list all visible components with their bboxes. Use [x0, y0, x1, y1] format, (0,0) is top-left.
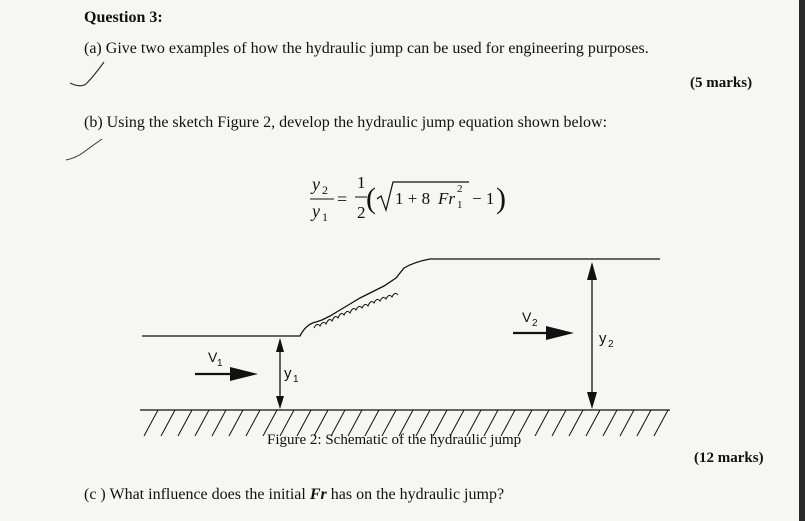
hatch-line [246, 410, 260, 436]
hatch-line [365, 410, 379, 436]
hatch-line [654, 410, 668, 436]
hatch-line [348, 410, 362, 436]
part-c-suffix: has on the hydraulic jump? [326, 486, 505, 503]
hatch-line [552, 410, 566, 436]
question-title: Question 3: [84, 9, 163, 26]
eq-y2-num: y [312, 174, 320, 194]
hatch-line [212, 410, 226, 436]
eq-half-num: 1 [357, 173, 366, 192]
eq-equals: = [337, 189, 348, 209]
eq-y1-den-sub: 1 [322, 210, 328, 224]
water-surface [142, 259, 660, 336]
hatch-line [603, 410, 617, 436]
part-c-prefix: (c ) What influence does the initial [84, 486, 310, 503]
hatch-line [535, 410, 549, 436]
hatch-line [314, 410, 328, 436]
y2-arrowhead-top [587, 262, 597, 280]
hatch-line [467, 410, 481, 436]
eq-half-den: 2 [357, 203, 366, 222]
part-a-text: (a) Give two examples of how the hydraulic jump can be used for engineering purposes. [84, 40, 649, 57]
v2-label: V [522, 309, 532, 325]
eq-close-paren: ) [496, 182, 506, 215]
y2-sub: 2 [608, 339, 614, 350]
part-a-marks: (5 marks) [690, 75, 753, 91]
eq-fr-sup: 2 [457, 183, 463, 195]
bed-hatching [144, 410, 668, 436]
eq-minus-one: − 1 [472, 189, 495, 208]
v2-sub: 2 [532, 318, 538, 329]
tick-mark-a [70, 62, 104, 86]
hatch-line [620, 410, 634, 436]
v2-arrowhead [546, 326, 574, 340]
eq-open-paren: ( [366, 182, 376, 215]
part-b-text: (b) Using the sketch Figure 2, develop the hydraulic jump equation shown below: [84, 114, 608, 131]
hatch-line [501, 410, 515, 436]
hatch-line [484, 410, 498, 436]
part-c-fr: Fr [309, 486, 327, 503]
hatch-line [450, 410, 464, 436]
hatch-line [229, 410, 243, 436]
jump-roller [314, 293, 398, 328]
hatch-line [195, 410, 209, 436]
y2-label: y [599, 330, 607, 347]
y1-sub: 1 [293, 374, 299, 385]
hydraulic-jump-schematic [140, 259, 670, 436]
eq-radical-text: 1 + 8 [395, 189, 431, 208]
hatch-line [263, 410, 277, 436]
v1-sub: 1 [217, 358, 223, 369]
hatch-line [144, 410, 158, 436]
hatch-line [518, 410, 532, 436]
hatch-line [637, 410, 651, 436]
hatch-line [331, 410, 345, 436]
y1-arrowhead-top [276, 338, 284, 352]
figure-caption: Figure 2: Schematic of the hydraulic jump [267, 432, 522, 448]
hatch-line [586, 410, 600, 436]
hatch-line [161, 410, 175, 436]
v1-label: V [208, 349, 218, 365]
eq-fr-sub: 1 [457, 199, 463, 211]
hatch-line [280, 410, 294, 436]
hatch-line [399, 410, 413, 436]
tick-mark-b [66, 139, 102, 160]
hatch-line [382, 410, 396, 436]
part-b-marks: (12 marks) [694, 450, 764, 466]
eq-fr: Fr [438, 189, 455, 208]
y1-label: y [284, 365, 292, 382]
hatch-line [433, 410, 447, 436]
hatch-line [569, 410, 583, 436]
hatch-line [178, 410, 192, 436]
eq-y1-den: y [312, 201, 320, 221]
hatch-line [416, 410, 430, 436]
y1-arrowhead-bottom [276, 396, 284, 409]
hatch-line [297, 410, 311, 436]
hydraulic-jump-equation [310, 173, 506, 224]
v1-arrowhead [230, 367, 258, 381]
eq-y2-num-sub: 2 [322, 183, 328, 197]
y2-arrowhead-bottom [587, 392, 597, 409]
